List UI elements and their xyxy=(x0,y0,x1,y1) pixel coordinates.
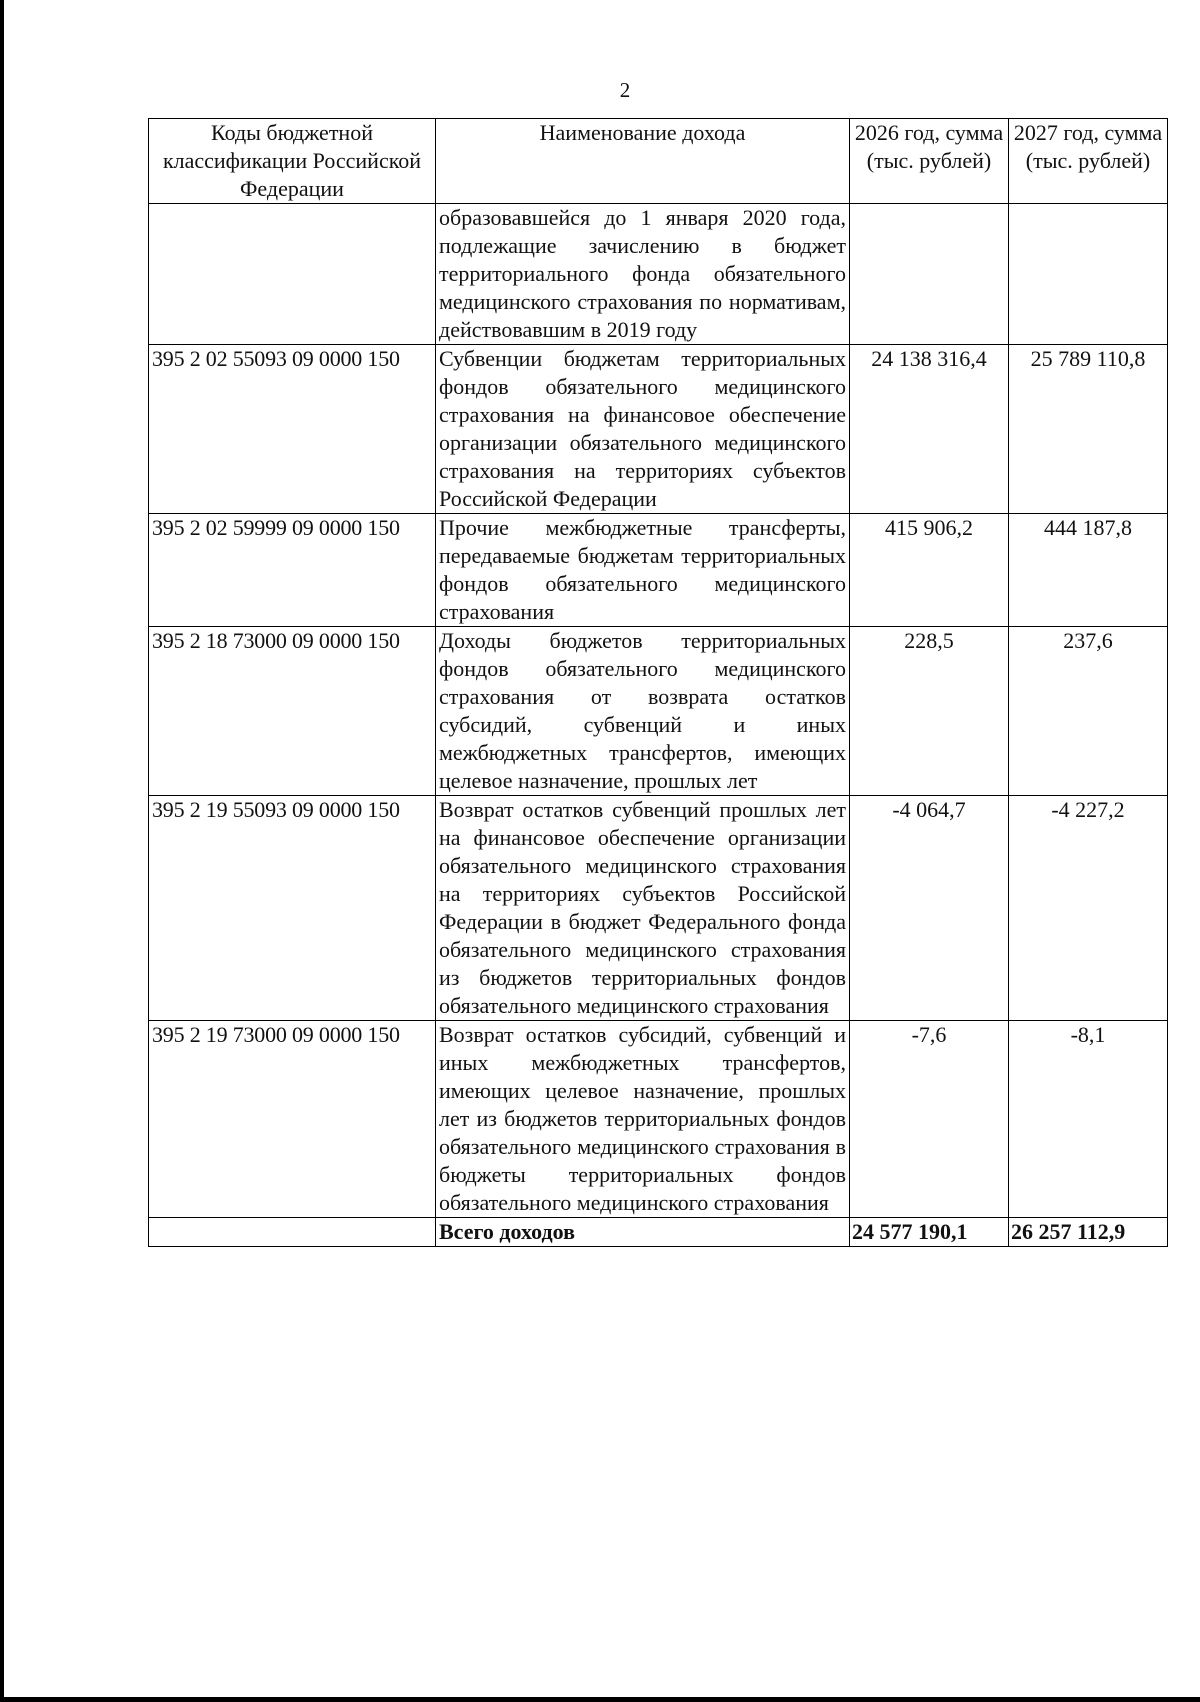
row-2026: -4 064,7 xyxy=(850,796,1009,1021)
scan-left-edge xyxy=(0,0,4,1702)
total-code xyxy=(149,1218,436,1247)
row-2026: 228,5 xyxy=(850,627,1009,796)
row-2027: 444 187,8 xyxy=(1009,514,1168,627)
row-name: Субвенции бюджетам территориальных фондов обязательного медицинского страхования на финансовое обеспечение организации обязательного медицинского страхования на территориях субъектов Российской Федерации xyxy=(436,345,850,514)
table-row xyxy=(149,796,1168,1021)
table-row xyxy=(149,345,1168,514)
total-row xyxy=(149,1218,1168,1247)
row-2027: 237,6 xyxy=(1009,627,1168,796)
row-2026: 24 138 316,4 xyxy=(850,345,1009,514)
page-number: 2 xyxy=(619,78,631,102)
total-label: Всего доходов xyxy=(436,1218,850,1247)
budget-income-table xyxy=(148,118,1168,1247)
total-2027: 26 257 112,9 xyxy=(1009,1218,1168,1247)
row-code xyxy=(149,204,436,345)
row-2026: 415 906,2 xyxy=(850,514,1009,627)
table-row xyxy=(149,204,1168,345)
total-2026: 24 577 190,1 xyxy=(850,1218,1009,1247)
header-2026: 2026 год, сумма (тыс. рублей) xyxy=(850,119,1009,204)
row-name: Прочие межбюджетные трансферты, передаваемые бюджетам территориальных фондов обязательного медицинского страхования xyxy=(436,514,850,627)
table-row xyxy=(149,1021,1168,1218)
table-row xyxy=(149,627,1168,796)
row-name: образовавшейся до 1 января 2020 года, подлежащие зачислению в бюджет территориального фонда обязательного медицинского страхования по нормативам, действовавшим в 2019 году xyxy=(436,204,850,345)
row-code: 395 2 18 73000 09 0000 150 xyxy=(149,627,436,796)
table-row xyxy=(149,514,1168,627)
row-code: 395 2 19 55093 09 0000 150 xyxy=(149,796,436,1021)
row-code: 395 2 02 59999 09 0000 150 xyxy=(149,514,436,627)
row-name: Доходы бюджетов территориальных фондов обязательного медицинского страхования от возврата остатков субсидий, субвенций и иных межбюджетных трансфертов, имеющих целевое назначение, прошлых лет xyxy=(436,627,850,796)
header-code: Коды бюджетной классификации Российской Федерации xyxy=(149,119,436,204)
table-header-row xyxy=(149,119,1168,204)
row-name: Возврат остатков субвенций прошлых лет на финансовое обеспечение организации обязательного медицинского страхования на территориях субъектов Российской Федерации в бюджет Федерального фонда обязательного медицинского страхования из бюджетов территориальных фондов обязательного медицинского страхования xyxy=(436,796,850,1021)
row-2027: -4 227,2 xyxy=(1009,796,1168,1021)
header-2027: 2027 год, сумма (тыс. рублей) xyxy=(1009,119,1168,204)
row-2026 xyxy=(850,204,1009,345)
row-2027 xyxy=(1009,204,1168,345)
row-code: 395 2 19 73000 09 0000 150 xyxy=(149,1021,436,1218)
header-name: Наименование дохода xyxy=(436,119,850,204)
row-2027: 25 789 110,8 xyxy=(1009,345,1168,514)
scan-bottom-edge xyxy=(0,1697,1200,1702)
row-2027: -8,1 xyxy=(1009,1021,1168,1218)
row-2026: -7,6 xyxy=(850,1021,1009,1218)
row-name: Возврат остатков субсидий, субвенций и иных межбюджетных трансфертов, имеющих целевое назначение, прошлых лет из бюджетов территориальных фондов обязательного медицинского страхования в бюджеты территориальных фондов обязательного медицинского страхования xyxy=(436,1021,850,1218)
row-code: 395 2 02 55093 09 0000 150 xyxy=(149,345,436,514)
